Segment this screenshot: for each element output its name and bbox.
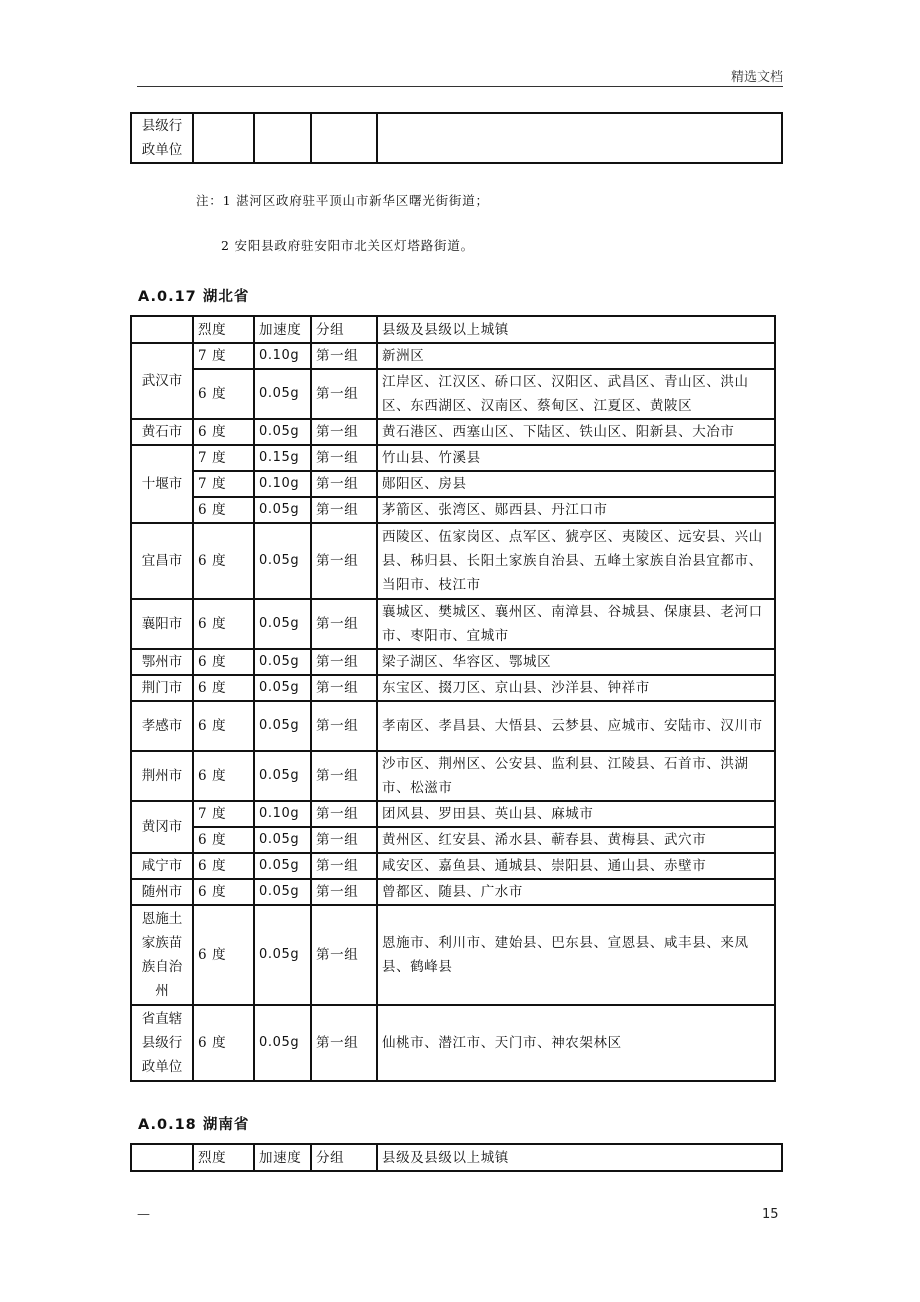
city-cell: 十堰市 — [131, 445, 193, 523]
towns-cell: 新洲区 — [377, 343, 775, 369]
acceleration-cell: 0.05g — [254, 497, 311, 523]
towns-cell: 江岸区、江汉区、硚口区、汉阳区、武昌区、青山区、洪山区、东西湖区、汉南区、蔡甸区、江夏区、黄陂区 — [377, 369, 775, 419]
header-acceleration: 加速度 — [254, 1144, 311, 1171]
table-row — [131, 905, 775, 1005]
empty-cell — [377, 113, 782, 163]
acceleration-cell: 0.05g — [254, 1005, 311, 1081]
group-cell: 第一组 — [311, 445, 377, 471]
towns-cell: 沙市区、荆州区、公安县、监利县、江陵县、石首市、洪湖市、松滋市 — [377, 751, 775, 801]
towns-cell: 咸安区、嘉鱼县、通城县、崇阳县、通山县、赤壁市 — [377, 853, 775, 879]
towns-cell: 黄州区、红安县、浠水县、蕲春县、黄梅县、武穴市 — [377, 827, 775, 853]
intensity-cell: 7 度 — [193, 801, 254, 827]
group-cell: 第一组 — [311, 649, 377, 675]
acceleration-cell: 0.05g — [254, 369, 311, 419]
header-divider — [137, 86, 783, 87]
acceleration-cell: 0.05g — [254, 905, 311, 1005]
towns-cell: 西陵区、伍家岗区、点军区、猇亭区、夷陵区、远安县、兴山县、秭归县、长阳土家族自治县、五峰土家族自治县宜都市、当阳市、枝江市 — [377, 523, 775, 599]
intensity-cell: 6 度 — [193, 701, 254, 751]
intensity-cell: 7 度 — [193, 343, 254, 369]
header-towns: 县级及县级以上城镇 — [377, 1144, 782, 1171]
intensity-cell: 6 度 — [193, 523, 254, 599]
table-row — [131, 751, 775, 801]
acceleration-cell: 0.05g — [254, 523, 311, 599]
empty-cell — [311, 113, 377, 163]
county-level-unit-cell — [131, 113, 193, 163]
label-line: 政单位 — [141, 142, 183, 158]
group-cell: 第一组 — [311, 801, 377, 827]
acceleration-cell: 0.05g — [254, 675, 311, 701]
towns-cell: 孝南区、孝昌县、大悟县、云梦县、应城市、安陆市、汉川市 — [377, 701, 775, 751]
intensity-cell: 6 度 — [193, 905, 254, 1005]
group-cell: 第一组 — [311, 471, 377, 497]
towns-cell: 团风县、罗田县、英山县、麻城市 — [377, 801, 775, 827]
acceleration-cell: 0.05g — [254, 701, 311, 751]
towns-cell: 曾都区、随县、广水市 — [377, 879, 775, 905]
table-header-row — [131, 316, 775, 343]
table-row — [131, 343, 775, 369]
acceleration-cell: 0.05g — [254, 599, 311, 649]
towns-cell: 恩施市、利川市、建始县、巴东县、宣恩县、咸丰县、来凤县、鹤峰县 — [377, 905, 775, 1005]
city-cell: 随州市 — [131, 879, 193, 905]
table-row — [131, 599, 775, 649]
towns-cell: 黄石港区、西塞山区、下陆区、铁山区、阳新县、大冶市 — [377, 419, 775, 445]
acceleration-cell: 0.05g — [254, 751, 311, 801]
acceleration-cell: 0.10g — [254, 471, 311, 497]
table-row — [131, 471, 775, 497]
intensity-cell: 6 度 — [193, 675, 254, 701]
table-row — [131, 853, 775, 879]
acceleration-cell: 0.10g — [254, 343, 311, 369]
intensity-cell: 6 度 — [193, 827, 254, 853]
empty-cell — [193, 113, 254, 163]
section-title-hunan: A.0.18 湖南省 — [138, 1117, 250, 1133]
intensity-cell: 6 度 — [193, 599, 254, 649]
towns-cell: 郧阳区、房县 — [377, 471, 775, 497]
towns-cell: 竹山县、竹溪县 — [377, 445, 775, 471]
intensity-cell: 7 度 — [193, 445, 254, 471]
group-cell: 第一组 — [311, 675, 377, 701]
table-row — [131, 1005, 775, 1081]
city-cell: 荆州市 — [131, 751, 193, 801]
note-2: 2 安阳县政府驻安阳市北关区灯塔路街道。 — [221, 238, 474, 253]
group-cell: 第一组 — [311, 369, 377, 419]
intensity-cell: 6 度 — [193, 369, 254, 419]
acceleration-cell: 0.05g — [254, 879, 311, 905]
label-line: 县级行 — [141, 118, 183, 134]
note-1: 注：1 湛河区政府驻平顶山市新华区曙光街街道； — [196, 193, 489, 208]
intensity-cell: 6 度 — [193, 1005, 254, 1081]
hunan-table — [130, 1143, 783, 1172]
city-cell: 恩施土家族苗族自治州 — [131, 905, 193, 1005]
table-row — [131, 675, 775, 701]
page-header-text: 精选文档 — [730, 70, 783, 85]
city-cell: 黄冈市 — [131, 801, 193, 853]
group-cell: 第一组 — [311, 599, 377, 649]
header-group: 分组 — [311, 1144, 377, 1171]
city-cell: 咸宁市 — [131, 853, 193, 879]
header-intensity: 烈度 — [193, 316, 254, 343]
footer-mark: — — [137, 1207, 150, 1222]
group-cell: 第一组 — [311, 879, 377, 905]
table-row — [131, 419, 775, 445]
table-row — [131, 879, 775, 905]
table-row — [131, 369, 775, 419]
city-cell: 荆门市 — [131, 675, 193, 701]
group-cell: 第一组 — [311, 1005, 377, 1081]
city-cell: 孝感市 — [131, 701, 193, 751]
towns-cell: 仙桃市、潜江市、天门市、神农架林区 — [377, 1005, 775, 1081]
intensity-cell: 6 度 — [193, 497, 254, 523]
previous-province-table-tail — [130, 112, 783, 164]
table-row — [131, 801, 775, 827]
group-cell: 第一组 — [311, 905, 377, 1005]
intensity-cell: 6 度 — [193, 649, 254, 675]
table-header-row — [131, 1144, 782, 1171]
acceleration-cell: 0.05g — [254, 649, 311, 675]
header-group: 分组 — [311, 316, 377, 343]
acceleration-cell: 0.05g — [254, 419, 311, 445]
header-towns: 县级及县级以上城镇 — [377, 316, 775, 343]
header-intensity: 烈度 — [193, 1144, 254, 1171]
towns-cell: 东宝区、掇刀区、京山县、沙洋县、钟祥市 — [377, 675, 775, 701]
table-row — [131, 497, 775, 523]
page-number: 15 — [762, 1207, 779, 1222]
acceleration-cell: 0.10g — [254, 801, 311, 827]
city-cell: 省直辖县级行政单位 — [131, 1005, 193, 1081]
group-cell: 第一组 — [311, 853, 377, 879]
towns-cell: 茅箭区、张湾区、郧西县、丹江口市 — [377, 497, 775, 523]
group-cell: 第一组 — [311, 827, 377, 853]
intensity-cell: 6 度 — [193, 853, 254, 879]
intensity-cell: 6 度 — [193, 879, 254, 905]
intensity-cell: 6 度 — [193, 751, 254, 801]
acceleration-cell: 0.05g — [254, 827, 311, 853]
city-cell: 黄石市 — [131, 419, 193, 445]
city-cell: 宜昌市 — [131, 523, 193, 599]
acceleration-cell: 0.05g — [254, 853, 311, 879]
table-row — [131, 523, 775, 599]
header-empty-cell — [131, 1144, 193, 1171]
intensity-cell: 7 度 — [193, 471, 254, 497]
empty-cell — [254, 113, 311, 163]
city-cell: 襄阳市 — [131, 599, 193, 649]
group-cell: 第一组 — [311, 701, 377, 751]
header-acceleration: 加速度 — [254, 316, 311, 343]
table-row — [131, 445, 775, 471]
group-cell: 第一组 — [311, 419, 377, 445]
group-cell: 第一组 — [311, 523, 377, 599]
group-cell: 第一组 — [311, 343, 377, 369]
intensity-cell: 6 度 — [193, 419, 254, 445]
group-cell: 第一组 — [311, 751, 377, 801]
group-cell: 第一组 — [311, 497, 377, 523]
table-row — [131, 649, 775, 675]
towns-cell: 襄城区、樊城区、襄州区、南漳县、谷城县、保康县、老河口市、枣阳市、宜城市 — [377, 599, 775, 649]
hubei-table — [130, 315, 776, 1082]
acceleration-cell: 0.15g — [254, 445, 311, 471]
city-cell: 鄂州市 — [131, 649, 193, 675]
header-empty-cell — [131, 316, 193, 343]
section-title-hubei: A.0.17 湖北省 — [138, 289, 250, 305]
towns-cell: 梁子湖区、华容区、鄂城区 — [377, 649, 775, 675]
city-cell: 武汉市 — [131, 343, 193, 419]
table-row — [131, 827, 775, 853]
table-row — [131, 701, 775, 751]
